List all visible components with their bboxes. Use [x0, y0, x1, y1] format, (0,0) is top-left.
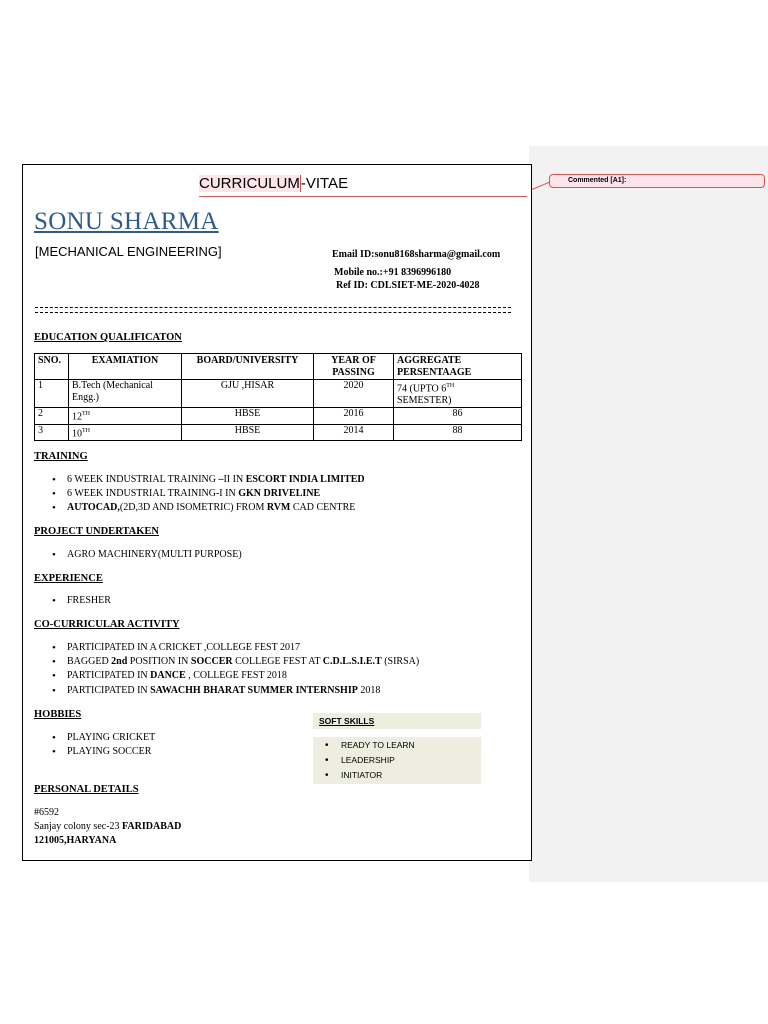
- table-header-row: [35, 354, 522, 380]
- department: [MECHANICAL ENGINEERING]: [35, 244, 222, 259]
- table-row: [35, 408, 522, 424]
- cell-year: 2016: [314, 408, 394, 424]
- list-item: • BAGGED 2nd POSITION IN SOCCER COLLEGE FEST AT C.D.L.S.I.E.T (SIRSA): [34, 655, 419, 669]
- list-item: • LEADERSHIP: [313, 753, 415, 768]
- cell-exam: 12TH: [69, 408, 182, 424]
- comment-balloon[interactable]: [549, 174, 765, 188]
- list-item: • 6 WEEK INDUSTRIAL TRAINING –II IN ESCORT INDIA LIMITED: [34, 473, 365, 487]
- cocurricular-list: [34, 641, 419, 698]
- cell-sno: 1: [35, 380, 69, 408]
- column-header: AGGREGATE PERSENTAAGE: [394, 354, 522, 380]
- cell-sno: 2: [35, 408, 69, 424]
- cell-board: GJU ,HISAR: [182, 380, 314, 408]
- cell-aggregate: 88: [394, 424, 522, 440]
- cell-sno: 3: [35, 424, 69, 440]
- hobbies-list: [34, 731, 155, 759]
- cocurricular-heading: CO-CURRICULAR ACTIVITY: [34, 619, 180, 630]
- project-heading: PROJECT UNDERTAKEN: [34, 526, 159, 537]
- cell-year: 2014: [314, 424, 394, 440]
- table-row: [35, 380, 522, 408]
- cell-exam: 10TH: [69, 424, 182, 440]
- education-table: [34, 353, 522, 441]
- cell-exam: B.Tech (Mechanical Engg.): [69, 380, 182, 408]
- address-line-2: Sanjay colony sec-23 FARIDABAD: [34, 821, 182, 832]
- column-header: BOARD/UNIVERSITY: [182, 354, 314, 380]
- cell-year: 2020: [314, 380, 394, 408]
- divider: [35, 307, 511, 313]
- experience-list: [34, 594, 111, 608]
- column-header: EXAMIATION: [69, 354, 182, 380]
- experience-heading: EXPERIENCE: [34, 573, 103, 584]
- cell-board: HBSE: [182, 424, 314, 440]
- cv-title: [199, 175, 348, 192]
- list-item: • PARTICIPATED IN SAWACHH BHARAT SUMMER INTERNSHIP 2018: [34, 684, 419, 698]
- address-line-1: #6592: [34, 807, 59, 818]
- personal-heading: PERSONAL DETAILS: [34, 784, 139, 795]
- ref-id: Ref ID: CDLSIET-ME-2020-4028: [336, 280, 480, 291]
- list-item: • READY TO LEARN: [313, 738, 415, 753]
- list-item: • PLAYING SOCCER: [34, 745, 155, 759]
- list-item: • FRESHER: [34, 594, 111, 608]
- training-heading: TRAINING: [34, 451, 88, 462]
- mobile: Mobile no.:+91 8396996180: [334, 267, 452, 278]
- soft-skills-list: [313, 738, 415, 783]
- list-item: • AGRO MACHINERY(MULTI PURPOSE): [34, 548, 242, 562]
- training-list: [34, 473, 365, 516]
- list-item: • 6 WEEK INDUSTRIAL TRAINING-I IN GKN DRIVELINE: [34, 487, 365, 501]
- candidate-name: SONU SHARMA: [34, 208, 219, 235]
- list-item: • PARTICIPATED IN DANCE , COLLEGE FEST 2018: [34, 669, 419, 683]
- comment-label: Commented [A1]:: [568, 177, 627, 184]
- comment-pane: [529, 0, 768, 1024]
- comment-anchor-line: [199, 196, 527, 197]
- email: Email ID:sonu8168sharma@gmail.com: [332, 249, 501, 260]
- soft-skills-heading: SOFT SKILLS: [313, 713, 481, 729]
- cell-board: HBSE: [182, 408, 314, 424]
- education-heading: EDUCATION QUALIFICATON: [34, 332, 182, 343]
- list-item: • AUTOCAD,(2D,3D AND ISOMETRIC) FROM RVM CAD CENTRE: [34, 501, 365, 515]
- cell-aggregate: 74 (UPTO 6TH SEMESTER): [394, 380, 522, 408]
- list-item: • INITIATOR: [313, 768, 415, 783]
- column-header: YEAR OF PASSING: [314, 354, 394, 380]
- hobbies-heading: HOBBIES: [34, 709, 82, 720]
- address-line-3: 121005,HARYANA: [34, 835, 117, 846]
- cell-aggregate: 86: [394, 408, 522, 424]
- list-item: • PLAYING CRICKET: [34, 731, 155, 745]
- cv-title-rest: -VITAE: [300, 175, 349, 192]
- cv-title-highlighted[interactable]: CURRICULUM: [199, 175, 300, 192]
- table-row: [35, 424, 522, 440]
- column-header: SNO.: [35, 354, 69, 380]
- document-page: [22, 164, 532, 861]
- project-list: [34, 548, 242, 562]
- list-item: • PARTICIPATED IN A CRICKET ,COLLEGE FEST 2017: [34, 641, 419, 655]
- comment-pane-background: [529, 146, 768, 882]
